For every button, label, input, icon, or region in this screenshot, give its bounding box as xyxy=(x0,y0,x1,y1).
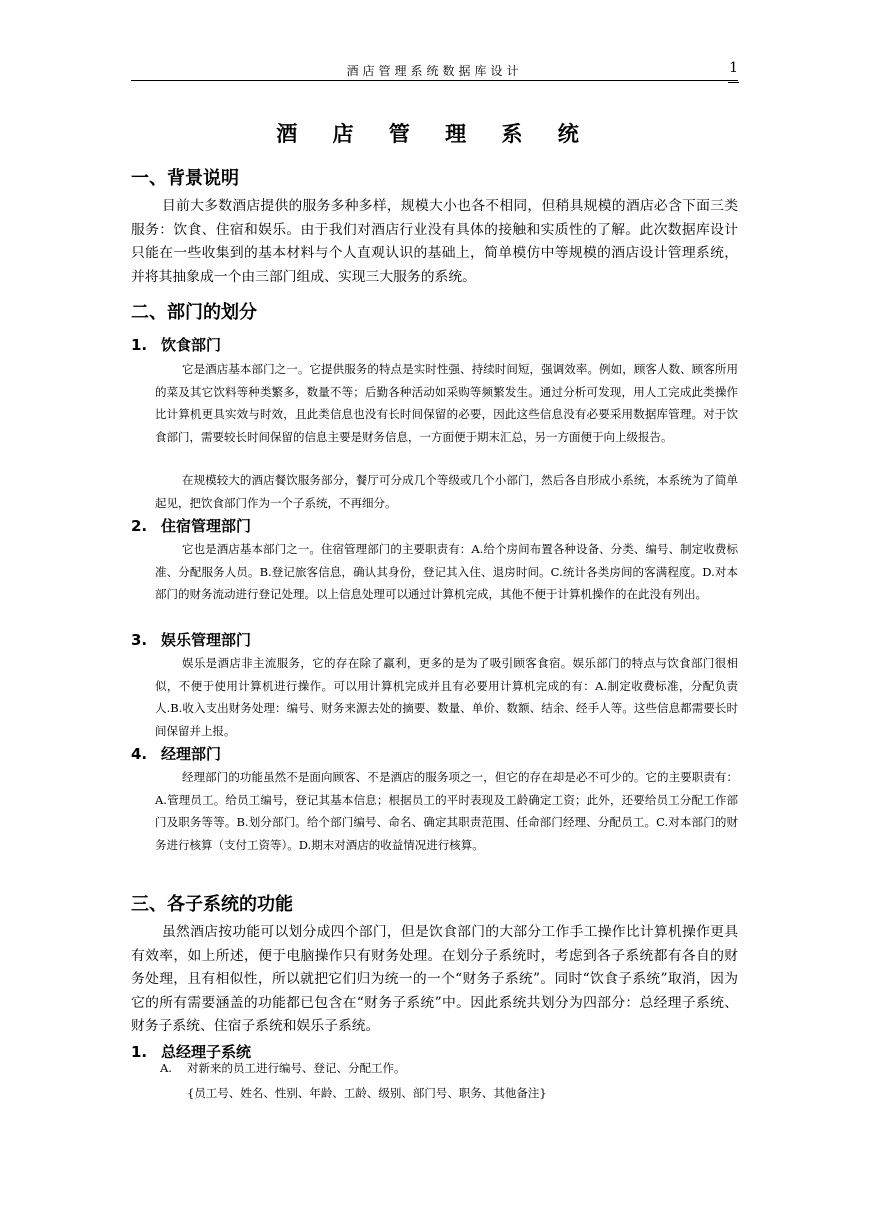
catering-paragraph-1: 它是酒店基本部门之一。它提供服务的特点是实时性强、持续时间短，强调效率。例如，顾客人数、顾客所用的菜及其它饮料等种类繁多，数量不等；后勤各种活动如采购等频繁发生。通过分析可发现，用人工完成此类操作比计算机更具实效与时效，且此类信息也没有长时间保留的必要，因此这些信息没有必要采用数据库管理。对于饮食部门，需要较长时间保留的信息主要是财务信息，一方面便于期末汇总，另一方面便于向上级报告。 xyxy=(155,362,738,444)
subsection-heading-entertainment xyxy=(131,629,251,650)
employee-fields: {员工号、姓名、性别、年龄、工龄、级别、部门号、职务、其他备注} xyxy=(187,1086,547,1100)
subsection-number: 1. xyxy=(131,1043,148,1061)
subsection-number: 2. xyxy=(131,517,148,535)
subsection-number: 4. xyxy=(131,745,148,763)
subsystems-paragraph: 虽然酒店按功能可以划分成四个部门，但是饮食部门的大部分工作手工操作比计算机操作更具有效率，如上所述，便于电脑操作只有财务处理。在划分子系统时，考虑到各子系统都有各自的财务处理，且有相似性，所以就把它们归为统一的一个“财务子系统”。同时“饮食子系统”取消，因为它的所有需要涵盖的功能都已包含在“财务子系统”中。因此系统共划分为四部分：总经理子系统、财务子系统、住宿子系统和娱乐子系统。 xyxy=(131,924,738,1034)
running-header xyxy=(131,60,738,81)
section-heading-background: 一、背景说明 xyxy=(131,168,239,189)
subsection-heading-management xyxy=(131,743,221,764)
subsection-title: 总经理子系统 xyxy=(161,1043,252,1061)
list-item-marker: A. xyxy=(160,1061,172,1075)
subsection-number: 3. xyxy=(131,631,148,649)
list-item-text: 对新来的员工进行编号、登记、分配工作。 xyxy=(187,1061,406,1075)
subsection-title: 住宿管理部门 xyxy=(161,517,252,535)
subsection-title: 饮食部门 xyxy=(161,336,222,354)
subsection-heading-gm-subsystem xyxy=(131,1041,251,1062)
section-heading-subsystems: 三、各子系统的功能 xyxy=(131,894,293,915)
subsection-heading-catering xyxy=(131,334,221,355)
subsection-heading-lodging xyxy=(131,515,251,536)
document-title: 酒 店 管 理 系 统 xyxy=(276,122,593,146)
subsection-number: 1. xyxy=(131,336,148,354)
subsection-title: 娱乐管理部门 xyxy=(161,631,252,649)
subsection-title: 经理部门 xyxy=(161,745,222,763)
section-heading-departments: 二、部门的划分 xyxy=(131,302,257,323)
page-number-underline xyxy=(728,82,739,83)
management-paragraph: 经理部门的功能虽然不是面向顾客、不是酒店的服务项之一，但它的存在却是必不可少的。它的主要职责有：A.管理员工。给员工编号，登记其基本信息；根据员工的平时表现及工龄确定工资；此外，还要给员工分配工作部门及职务等等。B.划分部门。给个部门编号、命名、确定其职责范围、任命部门经理、分配员工。C.对本部门的财务进行核算（支付工资等）。D.期末对酒店的收益情况进行核算。 xyxy=(155,770,738,852)
lodging-paragraph: 它也是酒店基本部门之一。住宿管理部门的主要职责有：A.给个房间布置各种设备、分类、编号、制定收费标准、分配服务人员。B.登记旅客信息，确认其身份，登记其入住、退房时间。C.统计各类房间的客满程度。D.对本部门的财务流动进行登记处理。以上信息处理可以通过计算机完成，其他不便于计算机操作的在此没有列出。 xyxy=(155,542,738,602)
page-number: 1 xyxy=(729,60,738,76)
background-paragraph: 目前大多数酒店提供的服务多种多样，规模大小也各不相同，但稍具规模的酒店必含下面三类服务：饮食、住宿和娱乐。由于我们对酒店行业没有具体的接触和实质性的了解。此次数据库设计只能在一些收集到的基本材料与个人直观认识的基础上，简单模仿中等规模的酒店设计管理系统，并将其抽象成一个由三部门组成、实现三大服务的系统。 xyxy=(131,198,738,285)
list-item xyxy=(160,1060,406,1076)
catering-paragraph-2: 在规模较大的酒店餐饮服务部分，餐厅可分成几个等级或几个小部门，然后各自形成小系统，本系统为了简单起见，把饮食部门作为一个子系统，不再细分。 xyxy=(155,473,738,510)
entertainment-paragraph: 娱乐是酒店非主流服务，它的存在除了赢利，更多的是为了吸引顾客食宿。娱乐部门的特点与饮食部门很相似，不便于使用计算机进行操作。可以用计算机完成并且有必要用计算机完成的有：A.制定收费标准，分配负责人.B.收入支出财务处理：编号、财务来源去处的摘要、数量、单价、数额、结余、经手人等。这些信息都需要长时间保留并上报。 xyxy=(155,656,738,738)
running-header-title: 酒店管理系统数据库设计 xyxy=(346,64,523,78)
